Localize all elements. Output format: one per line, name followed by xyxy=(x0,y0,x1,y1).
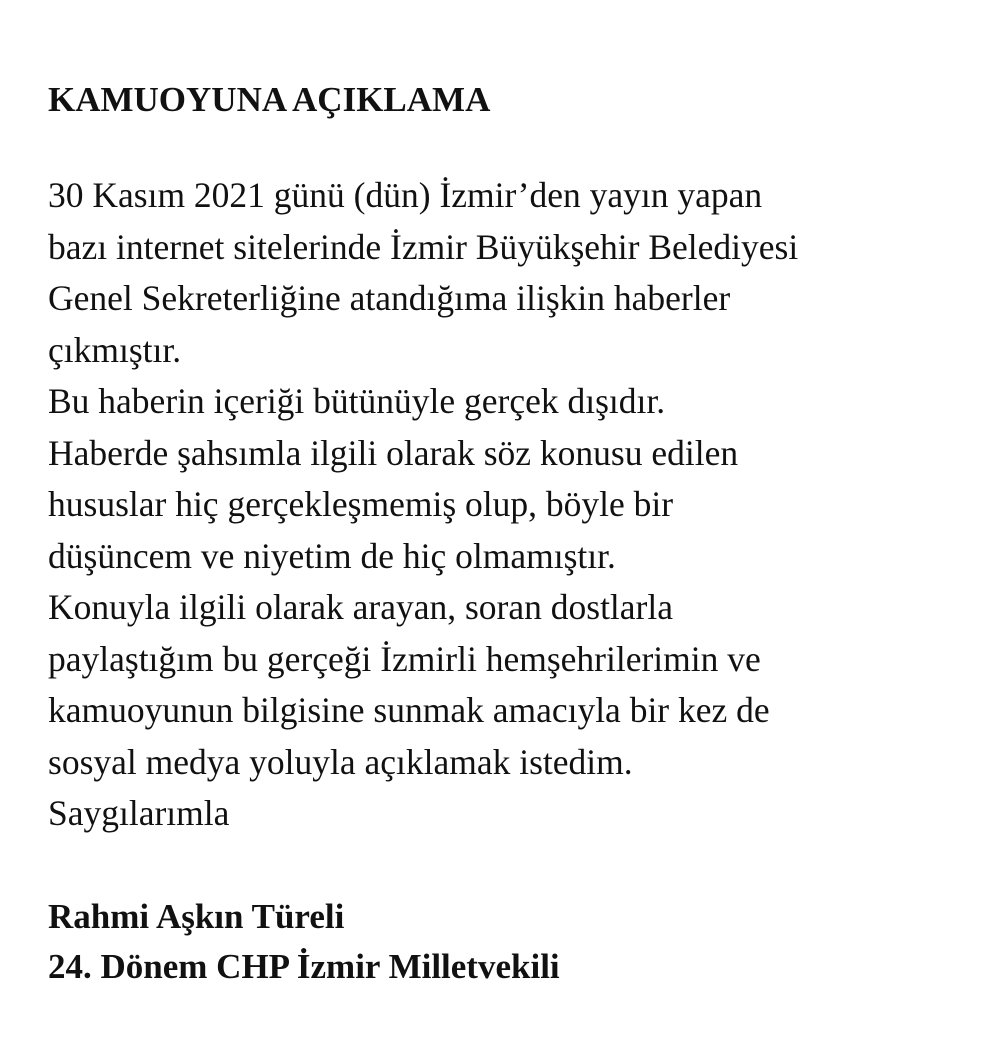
signature-name: Rahmi Aşkın Türeli xyxy=(48,897,345,936)
body-line: 30 Kasım 2021 günü (dün) İzmir’den yayın yapan xyxy=(48,175,763,215)
closing-line: Saygılarımla xyxy=(48,793,230,833)
body-line: paylaştığım bu gerçeği İzmirli hemşehrilerimin ve xyxy=(48,638,761,679)
body-line: Genel Sekreterliğine atandığıma ilişkin haberler xyxy=(48,278,731,318)
body-line: çıkmıştır. xyxy=(48,329,182,370)
body-line: sosyal medya yoluyla açıklamak istedim. xyxy=(48,741,633,782)
signature-block xyxy=(48,892,560,992)
body-line: hususlar hiç gerçekleşmemiş olup, böyle bir xyxy=(48,484,674,524)
body-line: Haberde şahsımla ilgili olarak söz konusu edilen xyxy=(48,432,739,473)
body-line: bazı internet sitelerinde İzmir Büyükşehir Belediyesi xyxy=(48,226,799,267)
signature-role: 24. Dönem CHP İzmir Milletvekili xyxy=(48,947,560,986)
document-title: KAMUOYUNA AÇIKLAMA xyxy=(48,80,491,119)
statement-body xyxy=(48,170,798,840)
body-line: kamuoyunun bilgisine sunmak amacıyla bir kez de xyxy=(48,690,770,730)
body-line: Bu haberin içeriği bütünüyle gerçek dışıdır. xyxy=(48,381,666,421)
body-line: Konuyla ilgili olarak arayan, soran dostlarla xyxy=(48,587,673,627)
body-line: düşüncem ve niyetim de hiç olmamıştır. xyxy=(48,535,616,576)
